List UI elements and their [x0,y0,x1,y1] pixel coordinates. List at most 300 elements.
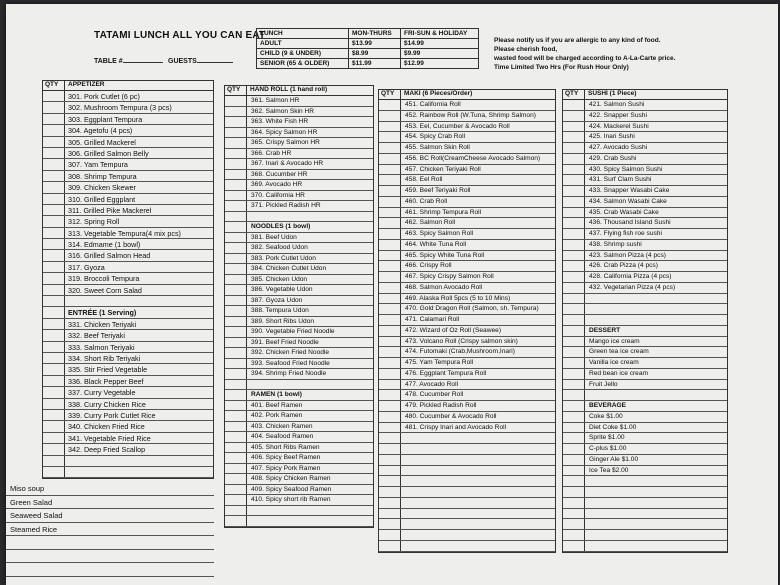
qty-cell[interactable] [225,296,247,306]
qty-cell[interactable] [563,487,585,497]
qty-cell[interactable] [563,455,585,465]
qty-cell[interactable] [379,455,401,465]
menu-item-row [379,175,555,186]
qty-cell[interactable] [379,412,401,422]
menu-item-name [401,476,555,486]
qty-cell[interactable] [563,466,585,476]
menu-item-row [379,294,555,305]
menu-item-row [225,453,373,464]
qty-cell[interactable] [379,369,401,379]
menu-item-name: 436. Thousand Island Sushi [589,219,671,227]
qty-cell[interactable] [225,149,247,159]
qty-cell[interactable] [43,262,65,272]
section-title: DESSERT [589,326,621,334]
qty-cell[interactable] [379,208,401,218]
menu-item-name: 437. Flying fish roe sushi [589,230,662,237]
qty-cell[interactable] [563,154,585,164]
menu-item-row [225,170,373,181]
qty-cell[interactable] [225,506,247,516]
qty-cell[interactable] [225,96,247,106]
menu-item-name: 407. Spicy Pork Ramen [251,464,321,472]
menu-item-name [585,315,727,325]
side-item [6,577,214,585]
qty-cell[interactable] [43,387,65,397]
price-cell: CHILD (9 & UNDER) [257,49,349,59]
qty-cell[interactable] [43,353,65,363]
menu-item-name [247,380,373,390]
menu-item-row [379,466,555,477]
qty-cell[interactable] [379,433,401,443]
menu-item-row [225,159,373,170]
qty-cell[interactable] [43,273,65,283]
menu-item-row [563,122,727,133]
qty-cell[interactable] [43,467,65,477]
qty-cell[interactable] [379,401,401,411]
qty-cell[interactable] [379,294,401,304]
qty-cell[interactable] [43,433,65,443]
qty-cell[interactable] [563,315,585,325]
qty-cell[interactable] [563,433,585,443]
menu-item-name: 385. Chicken Udon [251,275,308,283]
qty-cell[interactable] [225,201,247,211]
qty-cell[interactable] [563,304,585,314]
qty-cell[interactable] [43,330,65,340]
qty-cell[interactable] [563,401,585,411]
menu-item-name: 392. Chicken Fried Noodle [251,349,330,356]
menu-item-row [43,330,213,341]
qty-cell[interactable] [379,423,401,433]
qty-cell[interactable] [225,495,247,505]
menu-item-row [563,455,727,466]
qty-cell[interactable] [225,264,247,274]
menu-item-name: Mango ice cream [589,337,640,345]
qty-cell[interactable] [43,91,65,101]
menu-item-name: 467. Spicy Crispy Salmon Roll [405,273,494,280]
qty-cell[interactable] [563,369,585,379]
qty-cell[interactable] [379,315,401,325]
menu-item-name: 361. Salmon HR [251,97,300,104]
side-item: Miso soup [6,482,214,496]
qty-cell[interactable] [563,229,585,239]
qty-cell[interactable] [563,100,585,110]
qty-cell[interactable] [379,541,401,551]
qty-cell[interactable] [225,191,247,201]
price-row [257,59,479,69]
side-items-list [6,482,214,585]
side-item: Seaweed Salad [6,509,214,523]
menu-item-row [563,423,727,434]
qty-cell[interactable] [379,380,401,390]
qty-cell[interactable] [225,275,247,285]
menu-item-name: 461. Shrimp Tempura Roll [405,208,482,216]
qty-cell[interactable] [563,197,585,207]
qty-cell[interactable] [563,122,585,132]
menu-item-row [563,165,727,176]
section-title: BEVERAGE [589,402,627,409]
qty-cell[interactable] [225,327,247,337]
qty-cell[interactable] [379,175,401,185]
menu-item-name: 317. Gyoza [68,262,105,272]
qty-cell[interactable] [43,456,65,466]
qty-cell[interactable] [563,143,585,153]
menu-item-row [225,128,373,139]
menu-item-row [43,91,213,102]
qty-cell[interactable] [225,138,247,148]
qty-cell[interactable] [563,337,585,347]
qty-cell[interactable] [225,128,247,138]
menu-item-name [401,498,555,508]
menu-item-name: 421. Salmon Sushi [589,101,645,108]
menu-item-row [563,218,727,229]
menu-item-row [225,264,373,275]
menu-item-row [225,296,373,307]
qty-cell[interactable] [225,285,247,295]
qty-cell[interactable] [379,111,401,121]
menu-item-name: 382. Seafood Udon [251,244,308,251]
qty-cell[interactable] [563,380,585,390]
qty-cell[interactable] [379,122,401,132]
qty-cell[interactable] [225,317,247,327]
qty-cell[interactable] [563,272,585,282]
qty-header: QTY [225,86,247,95]
qty-cell[interactable] [225,180,247,190]
menu-item-name: 383. Pork Cutlet Udon [251,254,316,262]
qty-cell[interactable] [225,254,247,264]
qty-cell[interactable] [563,208,585,218]
menu-item-row [563,154,727,165]
menu-item-row [379,197,555,208]
qty-cell[interactable] [563,509,585,519]
menu-item-row [225,107,373,118]
qty-cell[interactable] [43,102,65,112]
menu-item-row [563,100,727,111]
menu-item-name: 320. Sweet Corn Salad [68,285,142,295]
page-title: TATAMI LUNCH ALL YOU CAN EAT [94,30,266,41]
menu-item-row [43,319,213,330]
qty-cell[interactable] [225,306,247,316]
menu-item-name: 405. Short Ribs Ramen [251,443,320,451]
menu-item-name: 401. Beef Ramen [251,401,303,409]
qty-cell[interactable] [563,412,585,422]
qty-cell[interactable] [225,464,247,474]
qty-cell[interactable] [563,186,585,196]
menu-item-row [379,541,555,552]
qty-cell[interactable] [43,216,65,226]
menu-item-name: 477. Avocado Roll [405,380,459,388]
qty-cell[interactable] [43,296,65,306]
qty-cell[interactable] [225,243,247,253]
qty-cell[interactable] [379,519,401,529]
menu-item-name [401,509,555,519]
qty-cell[interactable] [379,358,401,368]
qty-cell[interactable] [379,197,401,207]
qty-cell[interactable] [563,132,585,142]
menu-item-row [379,283,555,294]
qty-cell[interactable] [379,229,401,239]
qty-cell[interactable] [563,476,585,486]
menu-item-row [43,285,213,296]
qty-cell[interactable] [379,390,401,400]
menu-item-name: 335. Stir Fried Vegetable [68,365,148,375]
qty-cell[interactable] [379,165,401,175]
qty-cell[interactable] [379,337,401,347]
qty-header: QTY [379,90,401,99]
section-header-row [563,326,727,337]
qty-cell[interactable] [563,423,585,433]
menu-item-row [225,275,373,286]
qty-cell[interactable] [379,272,401,282]
qty-cell[interactable] [43,171,65,181]
qty-cell[interactable] [563,498,585,508]
menu-item-name: 363. White Fish HR [251,118,309,125]
menu-item-name [401,530,555,540]
menu-item-name: 313. Vegetable Tempura(4 mix pcs) [68,228,181,238]
qty-cell[interactable] [379,304,401,314]
menu-item-row [225,254,373,265]
qty-cell[interactable] [379,283,401,293]
menu-item-name: 311. Grilled Pike Mackerel [68,205,152,215]
qty-cell[interactable] [563,390,585,400]
menu-item-name: Vanilla ice cream [589,359,639,366]
menu-item-row [379,433,555,444]
guests-label: GUESTS [168,58,197,65]
menu-item-row [225,464,373,475]
qty-cell[interactable] [379,530,401,540]
menu-item-name: 371. Pickled Radish HR [251,202,321,209]
qty-cell[interactable] [225,411,247,421]
menu-item-row [43,376,213,387]
menu-item-name: 471. Calamari Roll [405,316,460,323]
menu-item-row [225,233,373,244]
qty-cell[interactable] [379,444,401,454]
qty-cell[interactable] [379,261,401,271]
menu-item-name: 472. Wizard of Oz Roll (Seawee) [405,326,502,334]
qty-cell[interactable] [43,228,65,238]
menu-item-row [225,243,373,254]
menu-item-row [563,476,727,487]
qty-cell[interactable] [225,485,247,495]
qty-cell[interactable] [225,338,247,348]
qty-cell[interactable] [379,100,401,110]
menu-item-row [379,251,555,262]
qty-cell[interactable] [563,165,585,175]
menu-item-name: 368. Cucumber HR [251,170,308,178]
qty-cell[interactable] [225,222,247,232]
qty-header: QTY [563,90,585,99]
qty-cell[interactable] [563,218,585,228]
qty-cell[interactable] [225,432,247,442]
price-cell: LUNCH [257,29,349,39]
qty-cell[interactable] [563,530,585,540]
menu-item-name: 406. Spicy Beef Ramen [251,454,321,461]
table-number-line [123,62,163,63]
qty-cell[interactable] [225,369,247,379]
qty-cell[interactable] [563,541,585,551]
side-item: Steamed Rice [6,523,214,537]
menu-item-row [563,530,727,541]
qty-cell[interactable] [225,159,247,169]
menu-item-name: 409. Spicy Seafood Ramen [251,485,332,493]
section-header-row [43,307,213,318]
qty-cell[interactable] [43,239,65,249]
qty-cell[interactable] [225,390,247,400]
menu-item-name: 370. California HR [251,191,305,199]
qty-cell[interactable] [43,307,65,317]
price-row [257,49,479,59]
qty-cell[interactable] [563,251,585,261]
menu-item-row [379,530,555,541]
menu-item-name: 470. Gold Dragon Roll (Salmon, sh. Tempura) [405,305,539,313]
qty-cell[interactable] [225,453,247,463]
column-header [225,85,373,96]
table-number-field[interactable] [94,58,169,65]
qty-cell[interactable] [563,519,585,529]
menu-item-name: 364. Spicy Salmon HR [251,128,318,136]
qty-cell[interactable] [379,487,401,497]
qty-cell[interactable] [43,410,65,420]
menu-item-row [43,273,213,284]
qty-cell[interactable] [225,422,247,432]
menu-column-sushi-dessert-beverage [562,89,728,553]
menu-item-row [563,294,727,305]
qty-cell[interactable] [43,444,65,454]
menu-item-name: 479. Pickled Radish Roll [405,402,477,409]
qty-cell[interactable] [563,111,585,121]
menu-item-name: 304. Agetofu (4 pcs) [68,126,133,136]
menu-item-row [379,111,555,122]
qty-cell[interactable] [563,326,585,336]
qty-cell[interactable] [379,186,401,196]
menu-item-name: 340. Chicken Fried Rice [68,422,145,432]
qty-cell[interactable] [563,294,585,304]
qty-cell[interactable] [43,148,65,158]
qty-cell[interactable] [225,212,247,222]
qty-cell[interactable] [43,205,65,215]
menu-item-name [401,487,555,497]
qty-cell[interactable] [225,233,247,243]
qty-cell[interactable] [379,347,401,357]
menu-item-name: 384. Chicken Cutlet Udon [251,265,327,272]
menu-item-row [225,201,373,212]
menu-item-name: 426. Crab Pizza (4 pcs) [589,262,658,270]
menu-item-name: 333. Salmon Teriyaki [68,342,135,352]
guests-field[interactable] [168,58,233,65]
qty-cell[interactable] [43,285,65,295]
qty-cell[interactable] [43,125,65,135]
menu-item-name: 410. Spicy short rib Ramen [251,496,331,503]
qty-cell[interactable] [225,474,247,484]
qty-cell[interactable] [225,443,247,453]
qty-cell[interactable] [43,137,65,147]
price-cell: $9.99 [401,49,479,59]
qty-cell[interactable] [225,380,247,390]
menu-item-row [43,456,213,467]
qty-cell[interactable] [225,516,247,526]
qty-cell[interactable] [225,359,247,369]
qty-cell[interactable] [563,175,585,185]
qty-cell[interactable] [43,421,65,431]
menu-item-row [379,154,555,165]
menu-item-row [563,380,727,391]
qty-cell[interactable] [225,107,247,117]
menu-item-name: 478. Cucumber Roll [405,391,464,399]
qty-cell[interactable] [379,154,401,164]
menu-item-row [225,306,373,317]
menu-item-row [379,218,555,229]
qty-cell[interactable] [43,376,65,386]
menu-item-name: 302. Mushroom Tempura (3 pcs) [68,103,172,113]
menu-item-name: 307. Yam Tempura [68,160,128,170]
qty-cell[interactable] [563,261,585,271]
qty-cell[interactable] [225,170,247,180]
menu-item-row [225,212,373,223]
qty-cell[interactable] [43,364,65,374]
menu-item-row [563,304,727,315]
qty-cell[interactable] [379,240,401,250]
qty-cell[interactable] [379,509,401,519]
qty-cell[interactable] [563,444,585,454]
menu-item-name: 473. Volcano Roll (Crispy salmon skin) [405,337,518,345]
price-row [257,29,479,39]
column-heading: MAKI (6 Pieces/Order) [404,90,473,97]
menu-item-name [585,530,727,540]
price-cell: SENIOR (65 & OLDER) [257,59,349,69]
menu-item-row [563,143,727,154]
menu-item-name: 428. California Pizza (4 pcs) [589,273,672,280]
column-heading: SUSHI (1 Piece) [588,90,637,97]
menu-item-name: 367. Inari & Avocado HR [251,160,324,167]
qty-cell[interactable] [379,498,401,508]
menu-item-row [379,208,555,219]
qty-cell[interactable] [379,143,401,153]
qty-cell[interactable] [379,251,401,261]
menu-item-name: Fruit Jello [589,380,618,388]
qty-cell[interactable] [43,114,65,124]
qty-cell[interactable] [563,347,585,357]
qty-cell[interactable] [43,399,65,409]
menu-item-name: 393. Seafood Fried Noodle [251,359,330,367]
qty-cell[interactable] [379,326,401,336]
qty-cell[interactable] [43,342,65,352]
qty-cell[interactable] [563,358,585,368]
qty-cell[interactable] [43,250,65,260]
menu-item-row [43,148,213,159]
menu-item-name: 362. Salmon Skin HR [251,107,315,115]
menu-item-name: 452. Rainbow Roll (W.Tuna, Shrimp Salmon) [405,111,536,119]
qty-cell[interactable] [43,182,65,192]
qty-cell[interactable] [379,476,401,486]
qty-cell[interactable] [379,218,401,228]
menu-item-name: 303. Eggplant Tempura [68,114,143,124]
qty-cell[interactable] [379,466,401,476]
qty-cell[interactable] [563,240,585,250]
menu-item-row [379,240,555,251]
column-header [563,89,727,100]
qty-cell[interactable] [225,117,247,127]
qty-cell[interactable] [563,283,585,293]
qty-cell[interactable] [43,159,65,169]
menu-item-row [43,410,213,421]
qty-cell[interactable] [225,401,247,411]
menu-item-row [379,358,555,369]
qty-cell[interactable] [43,194,65,204]
menu-item-row [43,137,213,148]
qty-cell[interactable] [43,319,65,329]
menu-item-name [247,212,373,222]
qty-cell[interactable] [225,348,247,358]
qty-cell[interactable] [379,132,401,142]
menu-item-row [563,229,727,240]
